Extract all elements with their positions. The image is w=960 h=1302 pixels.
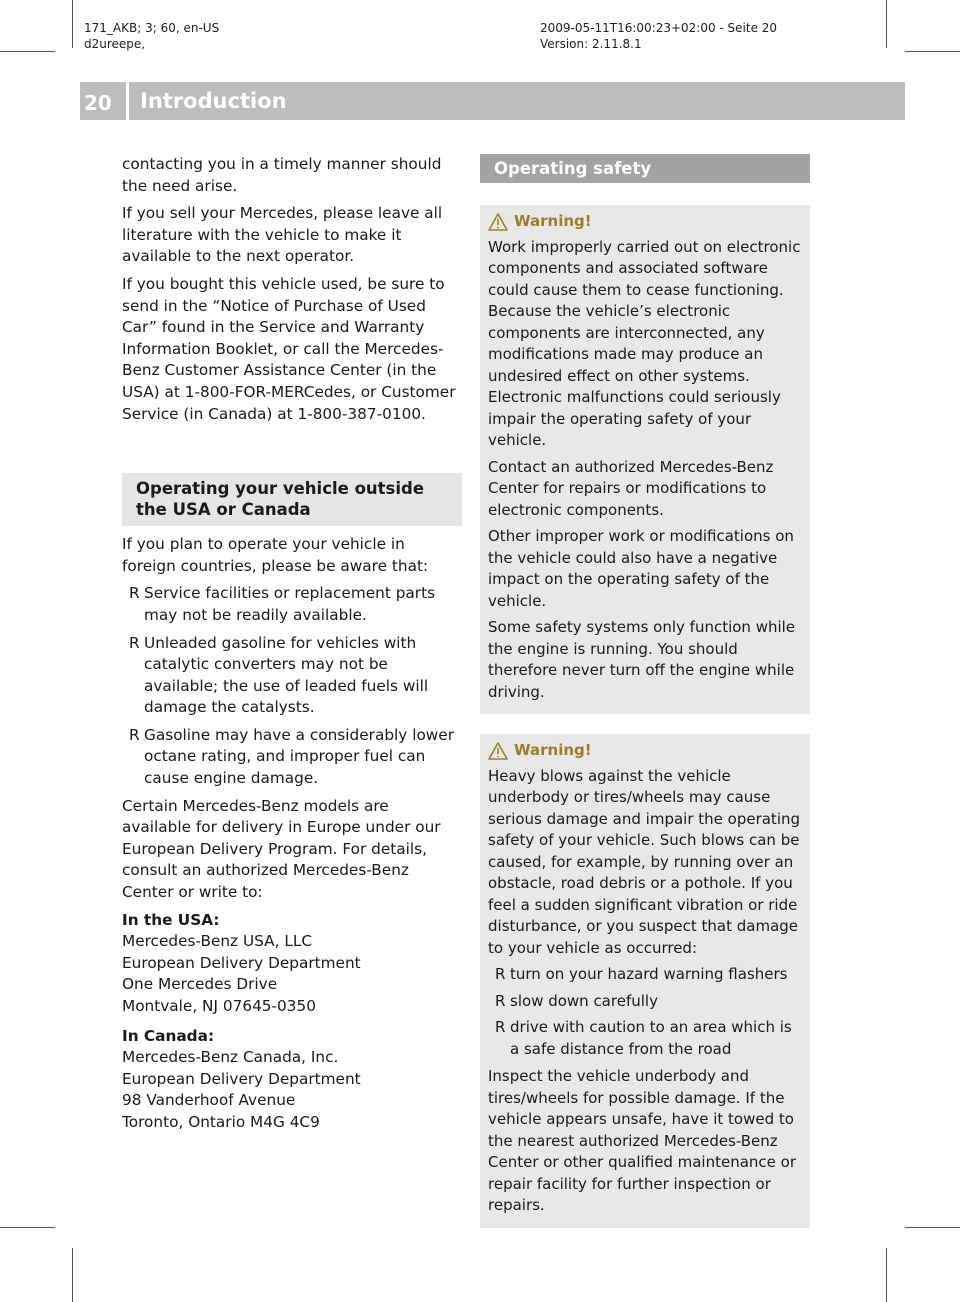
warning-label: Warning! (514, 212, 592, 230)
address-line: European Delivery Department (122, 953, 361, 972)
list-item-text: drive with caution to an area which is a safe distance from the road (510, 1018, 792, 1058)
warning-title (488, 740, 804, 762)
left-column (122, 154, 462, 1142)
paragraph: Some safety systems only function while the engine is running. You should therefore never turn off the engine while driving. (488, 618, 796, 701)
list-item (488, 991, 804, 1013)
crop-mark (905, 1227, 960, 1228)
list-item (488, 1017, 804, 1060)
address-line: Toronto, Ontario M4G 4C9 (122, 1112, 320, 1131)
warning-box (480, 734, 810, 1228)
list-item-text: Service facilities or replacement parts may not be readily available. (144, 584, 436, 624)
crop-mark (72, 0, 73, 48)
address-line: Mercedes-Benz USA, LLC (122, 932, 313, 951)
paragraph: If you bought this vehicle used, be sure to send in the “Notice of Purchase of Used Car” found in the Service and Warranty Information Booklet, or call the Mercedes-Benz Customer Assistance Center (in the USA) at 1-800-FOR-MERCedes, or Customer Service (in Canada) at 1-800-387-0100. (122, 274, 456, 423)
bullet-icon: R (129, 584, 140, 603)
bullet-icon: R (495, 1018, 506, 1036)
paragraph: Heavy blows against the vehicle underbody or tires/wheels may cause serious damage and impair the operating safety of your vehicle. Such blows can be caused, for example, by running over an obstacle, road debris or a pothole. If you feel a sudden significant vibration or ride disturbance, or you suspect that damage to your vehicle as occurred: (488, 766, 801, 957)
paragraph: Contact an authorized Mercedes-Benz Center for repairs or modifications to electronic components. (488, 457, 774, 519)
crop-mark (0, 51, 55, 52)
print-meta-right (540, 20, 777, 52)
print-meta-left (84, 20, 219, 52)
right-column (480, 154, 810, 1248)
bullet-icon: R (495, 965, 506, 983)
crop-mark (0, 1227, 55, 1228)
warning-label: Warning! (514, 741, 592, 759)
page-title: Introduction (140, 89, 287, 113)
list-item (122, 633, 462, 719)
address-line: Mercedes-Benz Canada, Inc. (122, 1048, 339, 1067)
print-meta-line: d2ureepe, (84, 37, 146, 51)
paragraph: contacting you in a timely manner should the need arise. (122, 155, 442, 195)
bullet-list (122, 583, 462, 789)
crop-mark (905, 51, 960, 52)
bullet-icon: R (495, 991, 506, 1010)
warning-triangle-icon (488, 213, 508, 231)
list-item-text: slow down carefully (510, 991, 658, 1010)
address-line: 98 Vanderhoof Avenue (122, 1091, 296, 1110)
address-heading: In Canada: (122, 1026, 215, 1045)
print-meta-line: 2009-05-11T16:00:23+02:00 - Seite 20 (540, 21, 778, 35)
address-usa (122, 910, 462, 1018)
paragraph: Certain Mercedes-Benz models are available for delivery in Europe under our European Delivery Program. For details, consult an authorized Mercedes-Benz Center or write to: (122, 796, 441, 902)
list-item (122, 583, 462, 626)
warning-box (480, 205, 810, 714)
address-line: Montvale, NJ 07645-0350 (122, 997, 316, 1015)
warning-triangle-icon (488, 742, 508, 760)
paragraph: If you sell your Mercedes, please leave all literature with the vehicle to make it available to the next operator. (122, 204, 443, 266)
crop-mark (72, 1248, 73, 1302)
print-meta-line: 171_AKB; 3; 60, en-US (84, 21, 220, 35)
warning-title (488, 211, 804, 233)
list-item (488, 964, 804, 986)
list-item (122, 725, 462, 790)
list-item-text: Gasoline may have a considerably lower octane rating, and improper fuel can cause engine damage. (144, 725, 455, 788)
header-separator (126, 55, 129, 120)
bullet-icon: R (129, 633, 140, 652)
crop-mark (886, 1248, 887, 1302)
paragraph: If you plan to operate your vehicle in foreign countries, please be aware that: (122, 535, 429, 575)
address-canada (122, 1026, 462, 1134)
list-item-text: Unleaded gasoline for vehicles with catalytic converters may not be available; the use of leaded fuels will damage the catalysts. (144, 633, 429, 717)
section-heading: Operating your vehicle outside the USA or Canada (122, 473, 462, 526)
paragraph: Inspect the vehicle underbody and tires/wheels for possible damage. If the vehicle appears unsafe, have it towed to the nearest authorized Mercedes-Benz Center or other qualified maintenance or repair facility for further inspection or repairs. (488, 1067, 796, 1214)
crop-mark (886, 0, 887, 48)
print-meta-line: Version: 2.11.8.1 (540, 37, 642, 51)
bullet-icon: R (129, 725, 140, 744)
address-line: One Mercedes Drive (122, 975, 278, 994)
paragraph: Other improper work or modifications on the vehicle could also have a negative impact on the operating safety of the vehicle. (488, 527, 794, 610)
bullet-list (488, 964, 804, 1060)
section-heading: Operating safety (480, 154, 810, 183)
address-heading: In the USA: (122, 910, 220, 929)
list-item-text: turn on your hazard warning flashers (510, 965, 788, 983)
paragraph: Work improperly carried out on electronic components and associated software could cause them to cease functioning. Because the vehicle’s electronic components are interconnected, any modifications made may produce an undesired effect on other systems. Electronic malfunctions could seriously impair the operating safety of your vehicle. (488, 237, 801, 449)
address-line: European Delivery Department (122, 1069, 361, 1088)
page-number: 20 (84, 91, 112, 115)
